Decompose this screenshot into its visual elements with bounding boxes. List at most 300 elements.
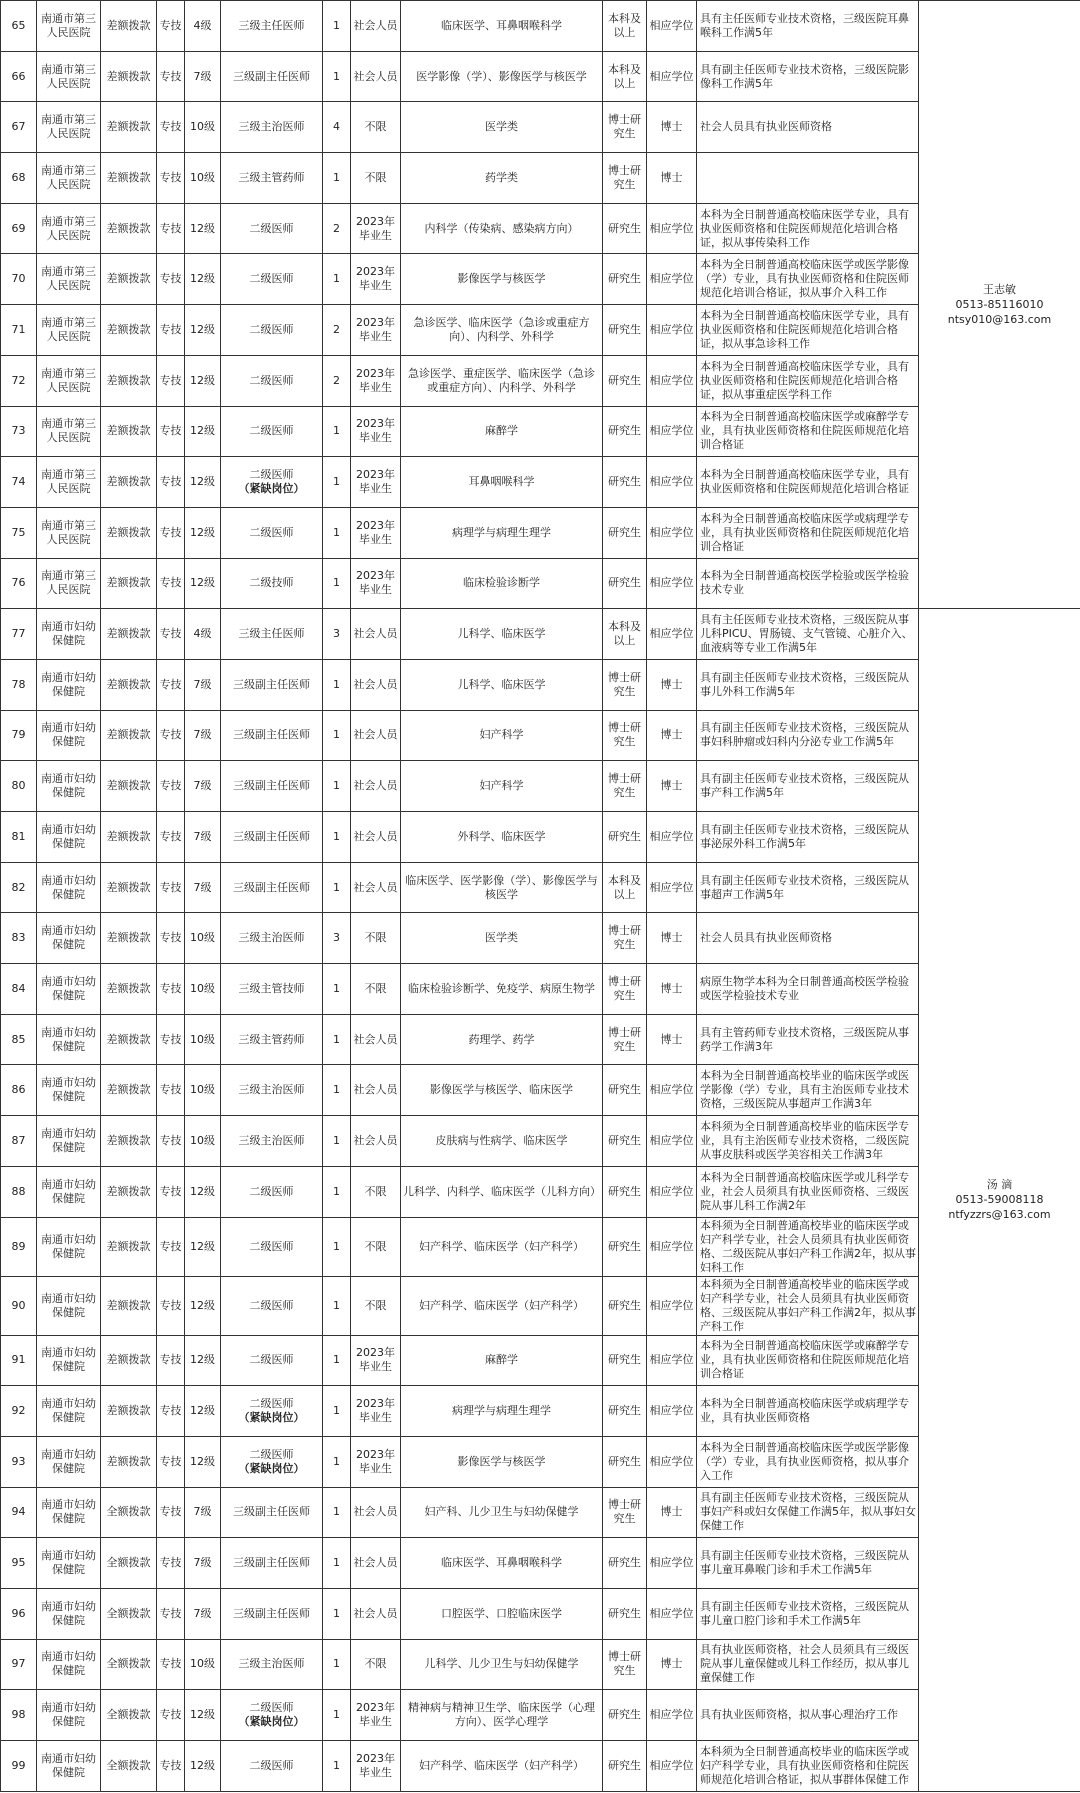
- unit-name: 南通市第三人民医院: [37, 355, 101, 406]
- degree-requirement: 相应学位: [647, 1335, 697, 1386]
- post-name: [221, 862, 323, 913]
- post-category: 专技: [157, 102, 185, 153]
- row-number: 71: [1, 305, 37, 356]
- hire-count: 1: [323, 153, 351, 204]
- post-category: 专技: [157, 710, 185, 761]
- degree-requirement: 相应学位: [647, 1538, 697, 1589]
- post-level: 7级: [185, 812, 221, 863]
- hire-count: 1: [323, 457, 351, 508]
- post-category: 专技: [157, 558, 185, 609]
- post-title: 二级医师: [249, 1298, 294, 1312]
- degree-requirement: 博士: [647, 1014, 697, 1065]
- education-requirement: 研究生: [603, 1436, 647, 1487]
- post-category: 专技: [157, 1639, 185, 1690]
- education-requirement: 研究生: [603, 507, 647, 558]
- row-number: 69: [1, 203, 37, 254]
- unit-name: 南通市妇幼保健院: [37, 1690, 101, 1741]
- applicant-type: 2023年毕业生: [351, 1386, 401, 1437]
- hire-count: 1: [323, 659, 351, 710]
- row-number: 99: [1, 1741, 37, 1792]
- post-level: 12级: [185, 406, 221, 457]
- applicant-type: 2023年毕业生: [351, 1335, 401, 1386]
- post-level: 12级: [185, 1217, 221, 1276]
- post-category: 专技: [157, 1166, 185, 1217]
- post-title: 三级副主任医师: [233, 677, 310, 691]
- applicant-type: 社会人员: [351, 1065, 401, 1116]
- funding-type: 差额拨款: [101, 1, 157, 52]
- post-name: [221, 203, 323, 254]
- other-requirements: 本科须为全日制普通高校毕业的临床医学或妇产科学专业，社会人员须具有执业医师资格、三级医院从事妇产科工作满2年，拟从事产科工作: [697, 1276, 919, 1335]
- post-category: 专技: [157, 507, 185, 558]
- degree-requirement: 相应学位: [647, 457, 697, 508]
- post-title: 三级副主任医师: [233, 1505, 310, 1519]
- post-category: 专技: [157, 203, 185, 254]
- row-number: 83: [1, 913, 37, 964]
- education-requirement: 研究生: [603, 1690, 647, 1741]
- applicant-type: 2023年毕业生: [351, 355, 401, 406]
- major-requirement: 临床医学、医学影像（学）、影像医学与核医学: [401, 862, 603, 913]
- funding-type: 差额拨款: [101, 406, 157, 457]
- table-row: [1, 457, 1080, 508]
- row-number: 89: [1, 1217, 37, 1276]
- other-requirements: 本科为全日制普通高校临床医学或病理学专业，具有执业医师资格: [697, 1386, 919, 1437]
- hire-count: 1: [323, 254, 351, 305]
- funding-type: 差额拨款: [101, 1065, 157, 1116]
- major-requirement: 儿科学、临床医学: [401, 609, 603, 660]
- other-requirements: 具有副主任医师专业技术资格，三级医院从事产科工作满5年: [697, 761, 919, 812]
- degree-requirement: 相应学位: [647, 355, 697, 406]
- hire-count: 1: [323, 1116, 351, 1167]
- education-requirement: 研究生: [603, 203, 647, 254]
- table-row: [1, 1436, 1080, 1487]
- education-requirement: 博士研究生: [603, 659, 647, 710]
- unit-name: 南通市第三人民医院: [37, 406, 101, 457]
- row-number: 87: [1, 1116, 37, 1167]
- other-requirements: 具有执业医师资格，社会人员须具有三级医院从事儿童保健或儿科工作经历，拟从事儿童保健工作: [697, 1639, 919, 1690]
- row-number: 84: [1, 964, 37, 1015]
- post-category: 专技: [157, 1588, 185, 1639]
- post-name: [221, 1116, 323, 1167]
- post-level: 12级: [185, 1276, 221, 1335]
- post-name: [221, 355, 323, 406]
- other-requirements: 具有主管药师专业技术资格，三级医院从事药学工作满3年: [697, 1014, 919, 1065]
- hire-count: 2: [323, 203, 351, 254]
- funding-type: 差额拨款: [101, 1166, 157, 1217]
- unit-name: 南通市妇幼保健院: [37, 1116, 101, 1167]
- post-title: 三级主治医师: [238, 1083, 305, 1097]
- unit-name: 南通市妇幼保健院: [37, 964, 101, 1015]
- post-name: [221, 51, 323, 102]
- post-title: 二级医师: [249, 1758, 294, 1772]
- row-number: 80: [1, 761, 37, 812]
- applicant-type: 社会人员: [351, 1, 401, 52]
- table-row: [1, 153, 1080, 204]
- education-requirement: 博士研究生: [603, 964, 647, 1015]
- other-requirements: 本科为全日制普通高校临床医学专业，具有执业医师资格和住院医师规范化培训合格证，拟从事急诊科工作: [697, 305, 919, 356]
- row-number: 82: [1, 862, 37, 913]
- major-requirement: 儿科学、临床医学: [401, 659, 603, 710]
- post-name: [221, 558, 323, 609]
- post-category: 专技: [157, 153, 185, 204]
- funding-type: 差额拨款: [101, 254, 157, 305]
- major-requirement: 医学类: [401, 102, 603, 153]
- post-level: 10级: [185, 1639, 221, 1690]
- contact-info: [919, 1, 1080, 609]
- post-category: 专技: [157, 1335, 185, 1386]
- post-level: 4级: [185, 609, 221, 660]
- post-title: 三级主任医师: [238, 18, 305, 32]
- table-row: [1, 964, 1080, 1015]
- post-name: [221, 305, 323, 356]
- unit-name: 南通市第三人民医院: [37, 558, 101, 609]
- post-title: 三级主管技师: [238, 981, 305, 995]
- post-level: 12级: [185, 1386, 221, 1437]
- funding-type: 差额拨款: [101, 1116, 157, 1167]
- major-requirement: 儿科学、儿少卫生与妇幼保健学: [401, 1639, 603, 1690]
- applicant-type: 不限: [351, 1166, 401, 1217]
- post-title: 三级副主任医师: [233, 1606, 310, 1620]
- row-number: 78: [1, 659, 37, 710]
- hire-count: 1: [323, 1690, 351, 1741]
- education-requirement: 研究生: [603, 558, 647, 609]
- other-requirements: 具有副主任医师专业技术资格，三级医院从事超声工作满5年: [697, 862, 919, 913]
- table-row: [1, 913, 1080, 964]
- unit-name: 南通市第三人民医院: [37, 1, 101, 52]
- unit-name: 南通市妇幼保健院: [37, 659, 101, 710]
- funding-type: 差额拨款: [101, 609, 157, 660]
- funding-type: 差额拨款: [101, 457, 157, 508]
- post-level: 12级: [185, 1741, 221, 1792]
- post-name: [221, 1, 323, 52]
- degree-requirement: 博士: [647, 1639, 697, 1690]
- degree-requirement: 相应学位: [647, 1690, 697, 1741]
- degree-requirement: 相应学位: [647, 406, 697, 457]
- degree-requirement: 博士: [647, 964, 697, 1015]
- unit-name: 南通市第三人民医院: [37, 203, 101, 254]
- table-row: [1, 1690, 1080, 1741]
- education-requirement: 研究生: [603, 457, 647, 508]
- applicant-type: 不限: [351, 1639, 401, 1690]
- table-row: [1, 1588, 1080, 1639]
- applicant-type: 社会人员: [351, 659, 401, 710]
- post-name: [221, 153, 323, 204]
- education-requirement: 研究生: [603, 1386, 647, 1437]
- post-title: 三级主任医师: [238, 627, 305, 641]
- post-name: [221, 1386, 323, 1437]
- table-row: [1, 1014, 1080, 1065]
- unit-name: 南通市妇幼保健院: [37, 1014, 101, 1065]
- applicant-type: 不限: [351, 913, 401, 964]
- table-row: [1, 406, 1080, 457]
- other-requirements: 本科为全日制普通高校临床医学专业，具有执业医师资格和住院医师规范化培训合格证，拟从事重症医学科工作: [697, 355, 919, 406]
- education-requirement: 博士研究生: [603, 913, 647, 964]
- post-category: 专技: [157, 457, 185, 508]
- major-requirement: 影像医学与核医学、临床医学: [401, 1065, 603, 1116]
- post-title: 三级副主任医师: [233, 69, 310, 83]
- hire-count: 2: [323, 305, 351, 356]
- post-category: 专技: [157, 305, 185, 356]
- education-requirement: 博士研究生: [603, 761, 647, 812]
- post-level: 7级: [185, 51, 221, 102]
- row-number: 81: [1, 812, 37, 863]
- table-row: [1, 812, 1080, 863]
- post-level: 10级: [185, 913, 221, 964]
- applicant-type: 不限: [351, 153, 401, 204]
- table-row: [1, 1335, 1080, 1386]
- education-requirement: 博士研究生: [603, 1014, 647, 1065]
- education-requirement: 研究生: [603, 1217, 647, 1276]
- applicant-type: 社会人员: [351, 1538, 401, 1589]
- row-number: 67: [1, 102, 37, 153]
- post-category: 专技: [157, 1, 185, 52]
- post-category: 专技: [157, 355, 185, 406]
- education-requirement: 研究生: [603, 254, 647, 305]
- funding-type: 差额拨款: [101, 659, 157, 710]
- table-row: [1, 355, 1080, 406]
- hire-count: 1: [323, 1588, 351, 1639]
- post-title: 三级主管药师: [238, 170, 305, 184]
- other-requirements: 本科须为全日制普通高校毕业的临床医学或妇产科学专业，具有执业医师资格和住院医师规范化培训合格证，拟从事群体保健工作: [697, 1741, 919, 1792]
- major-requirement: 病理学与病理生理学: [401, 1386, 603, 1437]
- degree-requirement: 博士: [647, 659, 697, 710]
- major-requirement: 麻醉学: [401, 1335, 603, 1386]
- contact-phone: 0513-59008118: [955, 1193, 1044, 1207]
- contact-name: 汤 滴: [986, 1178, 1013, 1192]
- post-title: 三级主治医师: [238, 120, 305, 134]
- post-category: 专技: [157, 659, 185, 710]
- funding-type: 差额拨款: [101, 761, 157, 812]
- post-title: 三级副主任医师: [233, 1556, 310, 1570]
- post-category: 专技: [157, 1386, 185, 1437]
- other-requirements: [697, 153, 919, 204]
- applicant-type: 社会人员: [351, 1116, 401, 1167]
- degree-requirement: 相应学位: [647, 1065, 697, 1116]
- table-row: [1, 1741, 1080, 1792]
- post-category: 专技: [157, 609, 185, 660]
- funding-type: 全额拨款: [101, 1487, 157, 1538]
- row-number: 65: [1, 1, 37, 52]
- table-row: [1, 609, 1080, 660]
- major-requirement: 影像医学与核医学: [401, 1436, 603, 1487]
- funding-type: 差额拨款: [101, 862, 157, 913]
- post-name: [221, 1276, 323, 1335]
- other-requirements: 本科为全日制普通高校临床医学或医学影像（学）专业，具有执业医师资格，拟从事介入工作: [697, 1436, 919, 1487]
- other-requirements: 具有执业医师资格，拟从事心理治疗工作: [697, 1690, 919, 1741]
- row-number: 73: [1, 406, 37, 457]
- table-row: [1, 51, 1080, 102]
- post-category: 专技: [157, 1217, 185, 1276]
- post-name: [221, 1639, 323, 1690]
- post-category: 专技: [157, 812, 185, 863]
- degree-requirement: 相应学位: [647, 203, 697, 254]
- applicant-type: 不限: [351, 1217, 401, 1276]
- unit-name: 南通市妇幼保健院: [37, 1065, 101, 1116]
- post-level: 7级: [185, 1538, 221, 1589]
- major-requirement: 临床检验诊断学: [401, 558, 603, 609]
- hire-count: 1: [323, 1217, 351, 1276]
- major-requirement: 精神病与精神卫生学、临床医学（心理方向）、医学心理学: [401, 1690, 603, 1741]
- degree-requirement: 相应学位: [647, 558, 697, 609]
- row-number: 70: [1, 254, 37, 305]
- education-requirement: 研究生: [603, 1166, 647, 1217]
- row-number: 96: [1, 1588, 37, 1639]
- post-title: 二级医师: [249, 221, 294, 235]
- hire-count: 1: [323, 1, 351, 52]
- major-requirement: 影像医学与核医学: [401, 254, 603, 305]
- hire-count: 3: [323, 913, 351, 964]
- post-level: 12级: [185, 1436, 221, 1487]
- degree-requirement: 博士: [647, 153, 697, 204]
- degree-requirement: 相应学位: [647, 1741, 697, 1792]
- degree-requirement: 相应学位: [647, 1588, 697, 1639]
- major-requirement: 妇产科学、临床医学（妇产科学）: [401, 1741, 603, 1792]
- hire-count: 1: [323, 558, 351, 609]
- post-level: 7级: [185, 659, 221, 710]
- post-name: [221, 1014, 323, 1065]
- funding-type: 差额拨款: [101, 51, 157, 102]
- unit-name: 南通市第三人民医院: [37, 507, 101, 558]
- major-requirement: 妇产科、儿少卫生与妇幼保健学: [401, 1487, 603, 1538]
- degree-requirement: 相应学位: [647, 254, 697, 305]
- applicant-type: 2023年毕业生: [351, 305, 401, 356]
- degree-requirement: 博士: [647, 913, 697, 964]
- post-name: [221, 1335, 323, 1386]
- degree-requirement: 博士: [647, 761, 697, 812]
- funding-type: 差额拨款: [101, 812, 157, 863]
- education-requirement: 研究生: [603, 1741, 647, 1792]
- post-level: 12级: [185, 507, 221, 558]
- degree-requirement: 相应学位: [647, 1217, 697, 1276]
- post-level: 12级: [185, 558, 221, 609]
- post-level: 10级: [185, 964, 221, 1015]
- hire-count: 1: [323, 1386, 351, 1437]
- funding-type: 差额拨款: [101, 558, 157, 609]
- degree-requirement: 相应学位: [647, 1, 697, 52]
- major-requirement: 儿科学、内科学、临床医学（儿科方向）: [401, 1166, 603, 1217]
- post-title: 二级医师: [249, 1397, 294, 1411]
- major-requirement: 妇产科学: [401, 761, 603, 812]
- applicant-type: 2023年毕业生: [351, 406, 401, 457]
- post-title: 二级医师: [249, 468, 294, 482]
- post-level: 12级: [185, 1166, 221, 1217]
- hire-count: 1: [323, 1436, 351, 1487]
- post-name: [221, 812, 323, 863]
- unit-name: 南通市第三人民医院: [37, 457, 101, 508]
- education-requirement: 本科及以上: [603, 862, 647, 913]
- table-row: [1, 1, 1080, 52]
- major-requirement: 医学类: [401, 913, 603, 964]
- degree-requirement: 相应学位: [647, 862, 697, 913]
- education-requirement: 研究生: [603, 305, 647, 356]
- funding-type: 差额拨款: [101, 153, 157, 204]
- applicant-type: 社会人员: [351, 710, 401, 761]
- post-title: 三级副主任医师: [233, 880, 310, 894]
- education-requirement: 研究生: [603, 1588, 647, 1639]
- post-level: 10级: [185, 102, 221, 153]
- table-row: [1, 761, 1080, 812]
- other-requirements: 本科为全日制普通高校临床医学专业，具有执业医师资格和住院医师规范化培训合格证: [697, 457, 919, 508]
- education-requirement: 研究生: [603, 1335, 647, 1386]
- hire-count: 1: [323, 1639, 351, 1690]
- major-requirement: 麻醉学: [401, 406, 603, 457]
- degree-requirement: 相应学位: [647, 51, 697, 102]
- other-requirements: 具有主任医师专业技术资格，三级医院耳鼻喉科工作满5年: [697, 1, 919, 52]
- funding-type: 差额拨款: [101, 203, 157, 254]
- post-level: 7级: [185, 1588, 221, 1639]
- major-requirement: 医学影像（学）、影像医学与核医学: [401, 51, 603, 102]
- hire-count: 1: [323, 761, 351, 812]
- hire-count: 1: [323, 812, 351, 863]
- row-number: 91: [1, 1335, 37, 1386]
- post-level: 12级: [185, 355, 221, 406]
- post-name: [221, 1741, 323, 1792]
- major-requirement: 内科学（传染病、感染病方向）: [401, 203, 603, 254]
- shortage-post-note: （紧缺岗位）: [238, 482, 305, 496]
- post-title: 二级医师: [249, 1239, 294, 1253]
- degree-requirement: 相应学位: [647, 1276, 697, 1335]
- applicant-type: 社会人员: [351, 609, 401, 660]
- row-number: 79: [1, 710, 37, 761]
- post-category: 专技: [157, 1276, 185, 1335]
- table-row: [1, 1065, 1080, 1116]
- education-requirement: 博士研究生: [603, 1487, 647, 1538]
- other-requirements: 社会人员具有执业医师资格: [697, 913, 919, 964]
- education-requirement: 研究生: [603, 406, 647, 457]
- applicant-type: 2023年毕业生: [351, 1690, 401, 1741]
- funding-type: 差额拨款: [101, 1386, 157, 1437]
- applicant-type: 2023年毕业生: [351, 203, 401, 254]
- row-number: 75: [1, 507, 37, 558]
- hire-count: 1: [323, 710, 351, 761]
- post-level: 10级: [185, 153, 221, 204]
- education-requirement: 研究生: [603, 1116, 647, 1167]
- post-name: [221, 457, 323, 508]
- education-requirement: 本科及以上: [603, 1, 647, 52]
- row-number: 94: [1, 1487, 37, 1538]
- hire-count: 1: [323, 1065, 351, 1116]
- other-requirements: 具有副主任医师专业技术资格，三级医院从事儿童耳鼻喉门诊和手术工作满5年: [697, 1538, 919, 1589]
- other-requirements: 本科为全日制普通高校临床医学或儿科学专业，社会人员须具有执业医师资格、三级医院从事儿科工作满2年: [697, 1166, 919, 1217]
- applicant-type: 社会人员: [351, 761, 401, 812]
- education-requirement: 博士研究生: [603, 102, 647, 153]
- post-title: 三级副主任医师: [233, 779, 310, 793]
- table-row: [1, 1166, 1080, 1217]
- unit-name: 南通市妇幼保健院: [37, 1335, 101, 1386]
- other-requirements: 本科为全日制普通高校临床医学或病理学专业，具有执业医师资格和住院医师规范化培训合格证: [697, 507, 919, 558]
- post-level: 7级: [185, 761, 221, 812]
- post-category: 专技: [157, 1538, 185, 1589]
- post-name: [221, 406, 323, 457]
- unit-name: 南通市第三人民医院: [37, 305, 101, 356]
- post-title: 三级主治医师: [238, 1133, 305, 1147]
- row-number: 74: [1, 457, 37, 508]
- other-requirements: 社会人员具有执业医师资格: [697, 102, 919, 153]
- post-level: 12级: [185, 254, 221, 305]
- table-row: [1, 659, 1080, 710]
- post-level: 7级: [185, 862, 221, 913]
- post-name: [221, 1436, 323, 1487]
- hire-count: 1: [323, 1538, 351, 1589]
- major-requirement: 药学类: [401, 153, 603, 204]
- table-row: [1, 1639, 1080, 1690]
- unit-name: 南通市妇幼保健院: [37, 913, 101, 964]
- row-number: 68: [1, 153, 37, 204]
- table-row: [1, 558, 1080, 609]
- post-level: 10级: [185, 1116, 221, 1167]
- degree-requirement: 相应学位: [647, 507, 697, 558]
- major-requirement: 耳鼻咽喉科学: [401, 457, 603, 508]
- funding-type: 全额拨款: [101, 1588, 157, 1639]
